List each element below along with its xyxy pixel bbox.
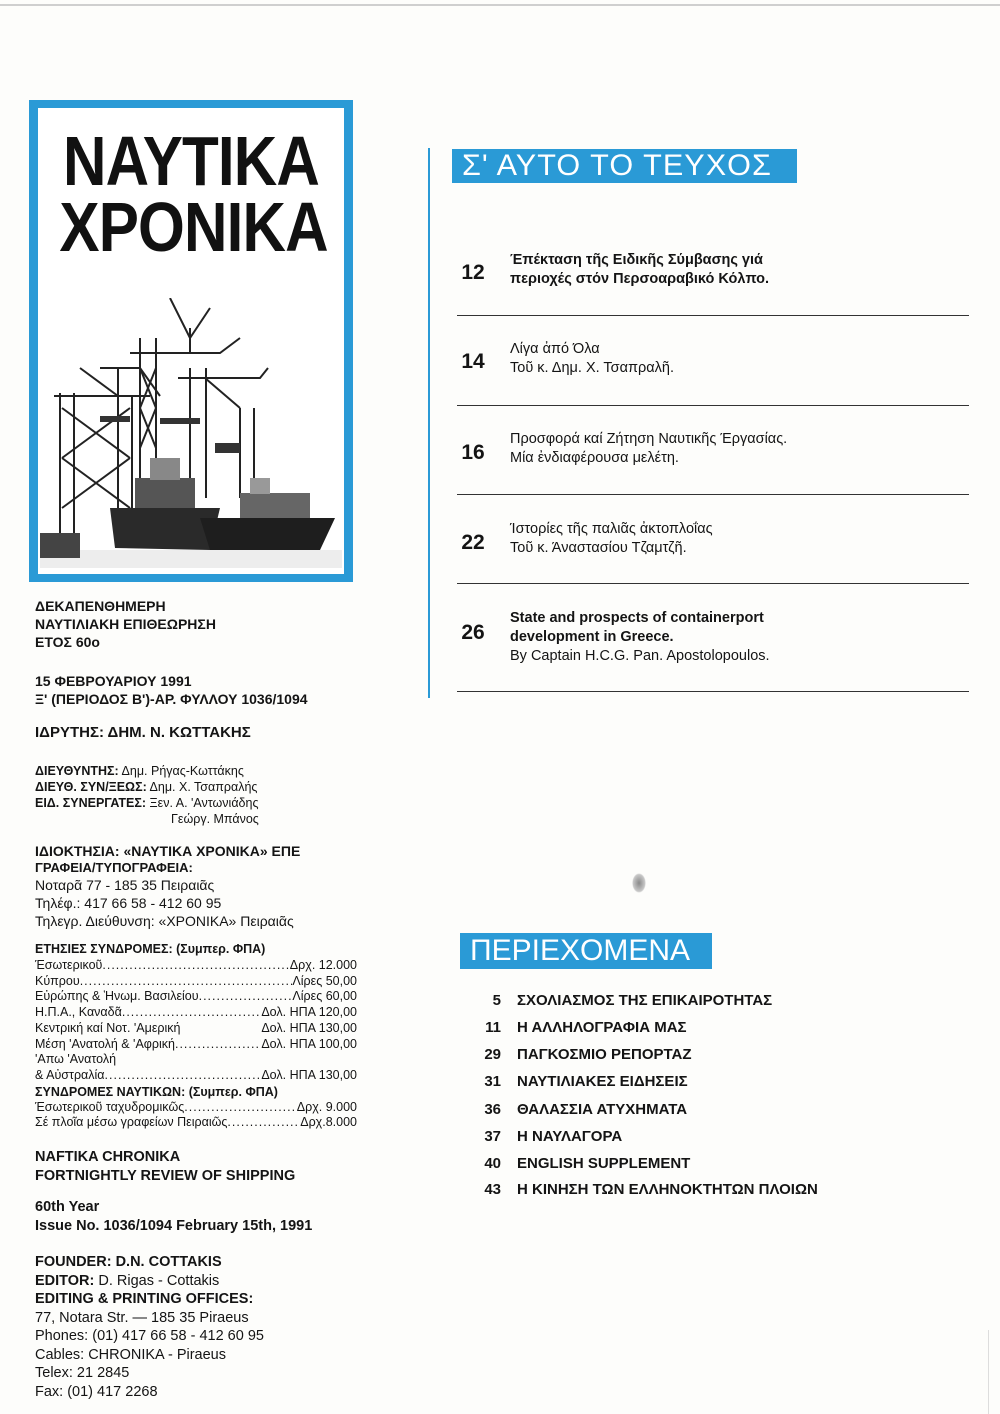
editor-label-en: EDITOR: (35, 1272, 95, 1289)
toc-page-number: 12 (461, 261, 485, 284)
contents-title: ΣΧΟΛΙΑΣΜΟΣ ΤΗΣ ΕΠΙΚΑΙΡΟΤΗΤΑΣ (517, 992, 773, 1009)
editor-value: Δημ. Χ. Τσαπραλής (149, 780, 258, 794)
toc-page-number: 16 (461, 441, 485, 464)
contents-item[interactable] (477, 1181, 818, 1199)
masthead-line: ΕΤΟΣ 60ο (35, 634, 100, 650)
contents-item[interactable] (477, 1073, 688, 1091)
contents-title: ΝΑΥΤΙΛΙΑΚΕΣ ΕΙΔΗΣΕΙΣ (517, 1073, 688, 1090)
toc-title: Προσφορά καί Ζήτηση Ναυτικῆς Έργασίας. (510, 431, 788, 447)
toc-page-number: 26 (461, 621, 485, 644)
contents-title: Η ΝΑΥΛΑΓΟΡΑ (517, 1128, 623, 1145)
ownership-block (35, 842, 300, 930)
contributors-label: ΕΙΔ. ΣΥΝΕΡΓΑΤΕΣ: (35, 796, 147, 810)
contents-title: ΘΑΛΑΣΣΙΑ ΑΤΥΧΗΜΑΤΑ (517, 1101, 688, 1118)
office-address: Νοταρᾶ 77 - 185 35 Πειραιᾶς (35, 877, 215, 893)
contents-page: 5 (492, 992, 501, 1009)
scan-smudge (632, 873, 646, 893)
founder (35, 724, 251, 742)
contents-heading (460, 933, 712, 969)
toc-author: Τοῦ κ. Άναστασίου Τζαμτζῆ. (510, 540, 687, 556)
toc-author: By Captain H.C.G. Pan. Apostolopoulos. (510, 648, 770, 664)
contents-item[interactable] (477, 1101, 687, 1119)
contents-page: 29 (484, 1046, 501, 1063)
price-row: Έσωτερικοῦ ..... Δρχ. 12.000 (35, 958, 357, 974)
toc-divider (457, 315, 969, 316)
owner-line: ΙΔΙΟΚΤΗΣΙΑ: «ΝΑΥΤΙΚΑ ΧΡΟΝΙΚΑ» ΕΠΕ (35, 843, 301, 859)
english-name: NAFTIKA CHRONIKA (35, 1149, 181, 1165)
toc-item[interactable] (455, 430, 970, 470)
toc-divider (457, 405, 969, 406)
toc-author: Τοῦ κ. Δημ. Χ. Τσαπραλῆ. (510, 360, 674, 376)
office-telegram: Τηλεγρ. Διεύθυνση: «ΧΡΟΝΙΚΑ» Πειραιᾶς (35, 913, 294, 929)
price-row: Κεντρική καί Νοτ. 'Αμερική Δολ. ΗΠΑ 130,00 (35, 1020, 357, 1035)
toc-title: Ίστορίες τῆς παλιᾶς ἀκτοπλοΐας (510, 521, 713, 537)
issue-info (35, 672, 308, 708)
contents-item[interactable] (477, 1019, 687, 1037)
offices-label-en: EDITING & PRINTING OFFICES: (35, 1291, 254, 1307)
subscriptions-title: ΕΤΗΣΙΕΣ ΣΥΝΔΡΟΜΕΣ: (Συμπερ. ΦΠΑ) (35, 942, 266, 956)
english-contacts (35, 1253, 264, 1401)
english-masthead (35, 1148, 295, 1185)
in-this-issue-heading (452, 149, 797, 183)
toc-item[interactable] (455, 609, 970, 669)
contents-title: ENGLISH SUPPLEMENT (517, 1155, 691, 1172)
contents-page: 43 (484, 1181, 501, 1198)
fax-en: Fax: (01) 417 2268 (35, 1383, 158, 1400)
english-issue (35, 1198, 312, 1235)
contents-heading-text: ΠΕΡΙΕΧΟΜΕΝΑ (470, 934, 691, 967)
founder-label-en: FOUNDER: (35, 1254, 112, 1270)
toc-divider (457, 691, 969, 692)
masthead-line: ΔΕΚΑΠΕΝΘΗΜΕΡΗ (35, 598, 166, 614)
masthead (35, 597, 216, 651)
telex-en: Telex: 21 2845 (35, 1365, 130, 1381)
founder-value-en: D.N. COTTAKIS (115, 1254, 222, 1270)
toc-title: State and prospects of containerport (510, 610, 764, 626)
contents-page: 31 (484, 1073, 501, 1090)
toc-page-number: 22 (461, 531, 485, 554)
toc-item[interactable] (455, 520, 970, 560)
phones-en: Phones: (01) 417 66 58 - 412 60 95 (35, 1328, 264, 1344)
contents-page: 11 (485, 1019, 501, 1036)
english-year: 60th Year (35, 1199, 100, 1215)
price-row: Μέση 'Ανατολή & 'Αφρική ..... Δολ. ΗΠΑ 100,00 (35, 1037, 357, 1053)
address-en: 77, Notara Str. — 185 35 Piraeus (35, 1309, 249, 1326)
issue-number: Ξ' (ΠΕΡΙΟΔΟΣ Β')-ΑΡ. ΦΥΛΛΟΥ 1036/1094 (35, 691, 308, 707)
staff-block (35, 763, 259, 827)
toc-item[interactable] (455, 340, 970, 380)
price-row: Έσωτερικοῦ ταχυδρομικῶς ..... Δρχ. 9.000 (35, 1100, 357, 1116)
contents-item[interactable] (477, 1128, 622, 1146)
office-phone: Τηλέφ.: 417 66 58 - 412 60 95 (35, 895, 222, 911)
in-this-issue-heading-text: Σ' ΑΥΤΟ ΤΟ ΤΕΥΧΟΣ (462, 149, 772, 182)
cover-title-line2: ΧΡΟΝΙΚΑ (59, 188, 328, 266)
magazine-cover (29, 100, 353, 582)
toc-divider (457, 494, 969, 495)
cables-en: Cables: CHRONIKA - Piraeus (35, 1346, 226, 1363)
offices-label: ΓΡΑΦΕΙΑ/ΤΥΠΟΓΡΑΦΕΙΑ: (35, 860, 193, 875)
scan-margin-line (988, 1330, 989, 1414)
contents-page: 36 (484, 1101, 501, 1118)
contents-page: 40 (484, 1155, 501, 1172)
price-row: & Αὐστραλία ..... Δολ. ΗΠΑ 130,00 (35, 1068, 357, 1084)
contributors-value: Ξεν. Α. 'Αντωνιάδης (149, 796, 259, 810)
toc-item[interactable] (455, 251, 970, 291)
editor-label: ΔΙΕΥΘ. ΣΥΝ/ΞΕΩΣ: (35, 780, 147, 794)
contents-title: ΠΑΓΚΟΣΜΙΟ ΡΕΠΟΡΤΑΖ (517, 1046, 692, 1063)
contents-item[interactable] (477, 1046, 692, 1064)
director-label: ΔΙΕΥΘΥΝΤΗΣ: (35, 764, 119, 778)
founder-line: ΙΔΡΥΤΗΣ: ΔΗΜ. Ν. ΚΩΤΤΑΚΗΣ (35, 724, 251, 741)
price-row: Σέ πλοῖα μέσω γραφείων Πειραιῶς ..... Δρχ.8.000 (35, 1115, 357, 1131)
contents-title: Η ΚΙΝΗΣΗ ΤΩΝ ΕΛΛΗΝΟΚΤΗΤΩΝ ΠΛΟΙΩΝ (517, 1181, 818, 1198)
contents-item[interactable] (477, 1155, 690, 1173)
toc-title-cont: development in Greece. (510, 629, 674, 645)
toc-title-cont: περιοχές στόν Περσοαραβικό Κόλπο. (510, 271, 770, 287)
seamen-subscriptions-title: ΣΥΝΔΡΟΜΕΣ ΝΑΥΤΙΚΩΝ: (Συμπερ. ΦΠΑ) (35, 1084, 278, 1099)
contents-item[interactable] (477, 992, 772, 1010)
subscriptions-block (35, 941, 357, 1131)
price-row: 'Απω 'Ανατολή (35, 1052, 117, 1067)
issue-date: 15 ΦΕΒΡΟΥΑΡΙΟΥ 1991 (35, 673, 192, 689)
editor-value-en: D. Rigas - Cottakis (98, 1272, 220, 1289)
masthead-line: ΝΑΥΤΙΛΙΑΚΗ ΕΠΙΘΕΩΡΗΣΗ (35, 616, 216, 632)
scan-top-edge (0, 4, 1000, 6)
cover-inner (38, 108, 344, 574)
english-subtitle: FORTNIGHTLY REVIEW OF SHIPPING (35, 1167, 296, 1184)
price-row: Εὐρώπης & Ἡνωμ. Βασιλείου ..... Λίρες 60,00 (35, 989, 357, 1005)
contents-title: Η ΑΛΛΗΛΟΓΡΑΦΙΑ ΜΑΣ (517, 1019, 687, 1036)
english-issue-number: Issue No. 1036/1094 February 15th, 1991 (35, 1217, 313, 1234)
contributors-value-2: Γεώργ. Μπάνος (171, 812, 259, 826)
vertical-accent-rule (428, 148, 430, 698)
cover-title-line1: ΝΑΥΤΙΚΑ (62, 122, 320, 200)
container-port-photo (40, 298, 342, 568)
toc-title: Έπέκταση τῆς Ειδικῆς Σύμβασης γιά (510, 252, 763, 268)
toc-divider (457, 583, 969, 584)
toc-subtitle: Μία ἐνδιαφέρουσα μελέτη. (510, 450, 679, 466)
director-value: Δημ. Ρήγας-Κωττάκης (121, 764, 244, 778)
toc-page-number: 14 (461, 350, 485, 373)
price-row: Η.Π.Α., Καναδᾶ ..... Δολ. ΗΠΑ 120,00 (35, 1005, 357, 1021)
toc-title: Λίγα ἀπό Όλα (510, 341, 600, 357)
price-row: Κύπρου ..... Λίρες 50,00 (35, 974, 357, 990)
contents-page: 37 (484, 1128, 501, 1145)
